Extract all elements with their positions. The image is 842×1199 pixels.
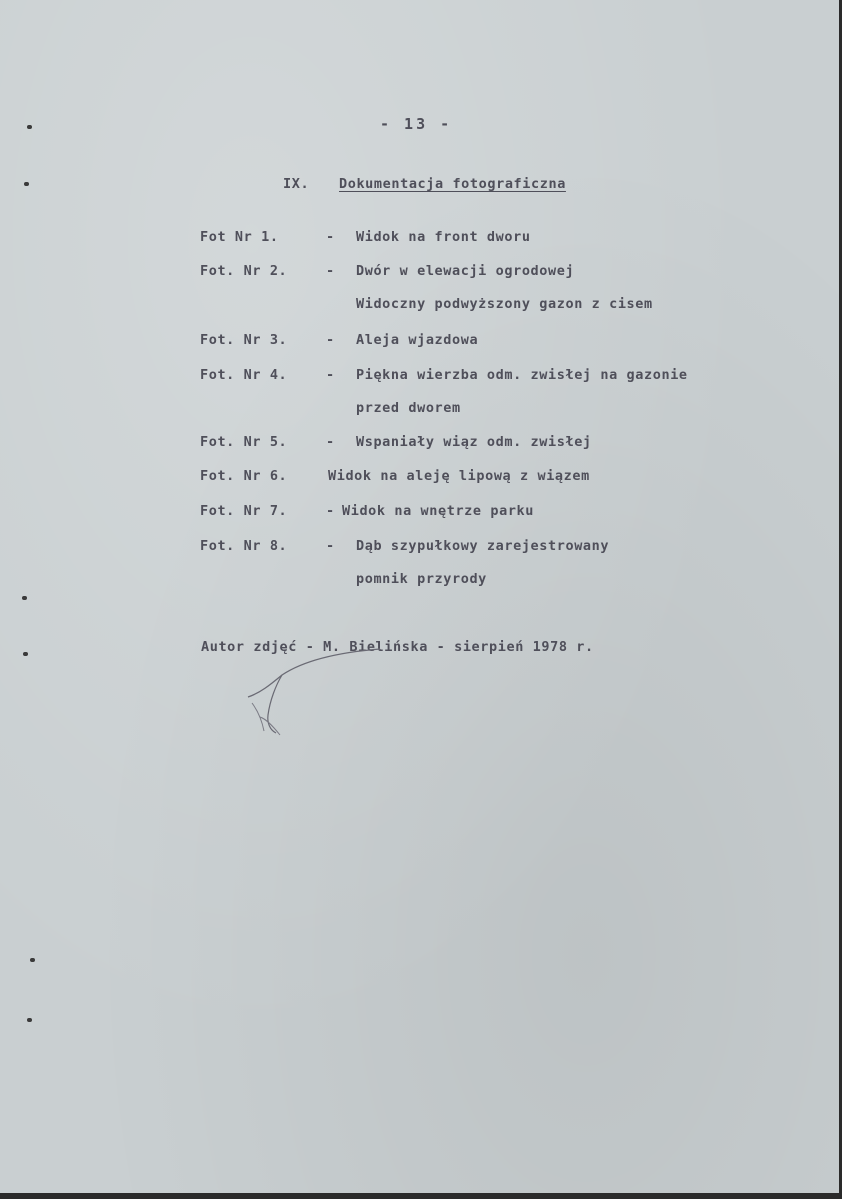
signature-stroke	[240, 645, 390, 745]
entry-dash: -	[326, 263, 335, 279]
photo-description: Widok na front dworu	[356, 229, 531, 245]
page-number: - 13 -	[380, 115, 453, 133]
entry-dash: -	[326, 229, 335, 245]
binding-mark	[30, 958, 35, 962]
photo-label: Fot. Nr 8.	[200, 538, 288, 554]
photo-label: Fot. Nr 3.	[200, 332, 288, 348]
photo-description: Widok na aleję lipową z wiązem	[328, 468, 590, 484]
photo-description: Widok na wnętrze parku	[342, 503, 535, 519]
binding-mark	[22, 596, 27, 600]
photo-description: pomnik przyrody	[356, 571, 487, 587]
photo-label: Fot. Nr 6.	[200, 468, 288, 484]
photo-label: Fot Nr 1.	[200, 229, 279, 245]
photo-description: Dwór w elewacji ogrodowej	[356, 263, 575, 279]
entry-dash: -	[326, 332, 335, 348]
binding-mark	[23, 652, 28, 656]
photo-description: Aleja wjazdowa	[356, 332, 479, 348]
entry-dash: -	[326, 367, 335, 383]
photo-description: Wspaniały wiąz odm. zwisłej	[356, 434, 592, 450]
photo-label: Fot. Nr 5.	[200, 434, 288, 450]
entry-dash: -	[326, 538, 335, 554]
binding-mark	[24, 182, 29, 186]
photo-label: Fot. Nr 2.	[200, 263, 288, 279]
photo-description: Dąb szypułkowy zarejestrowany	[356, 538, 610, 554]
entry-dash: -	[326, 503, 335, 519]
binding-mark	[27, 125, 32, 129]
photo-label: Fot. Nr 7.	[200, 503, 288, 519]
author-credit: Autor zdjęć - M. Bielińska - sierpień 1978 r.	[201, 639, 594, 655]
photo-label: Fot. Nr 4.	[200, 367, 288, 383]
photo-description: przed dworem	[356, 400, 461, 416]
section-number: IX.	[283, 176, 310, 192]
photo-description: Piękna wierzba odm. zwisłej na gazonie	[356, 367, 688, 383]
binding-mark	[27, 1018, 32, 1022]
photo-description: Widoczny podwyższony gazon z cisem	[356, 296, 653, 312]
section-title: Dokumentacja fotograficzna	[339, 176, 566, 192]
entry-dash: -	[326, 434, 335, 450]
